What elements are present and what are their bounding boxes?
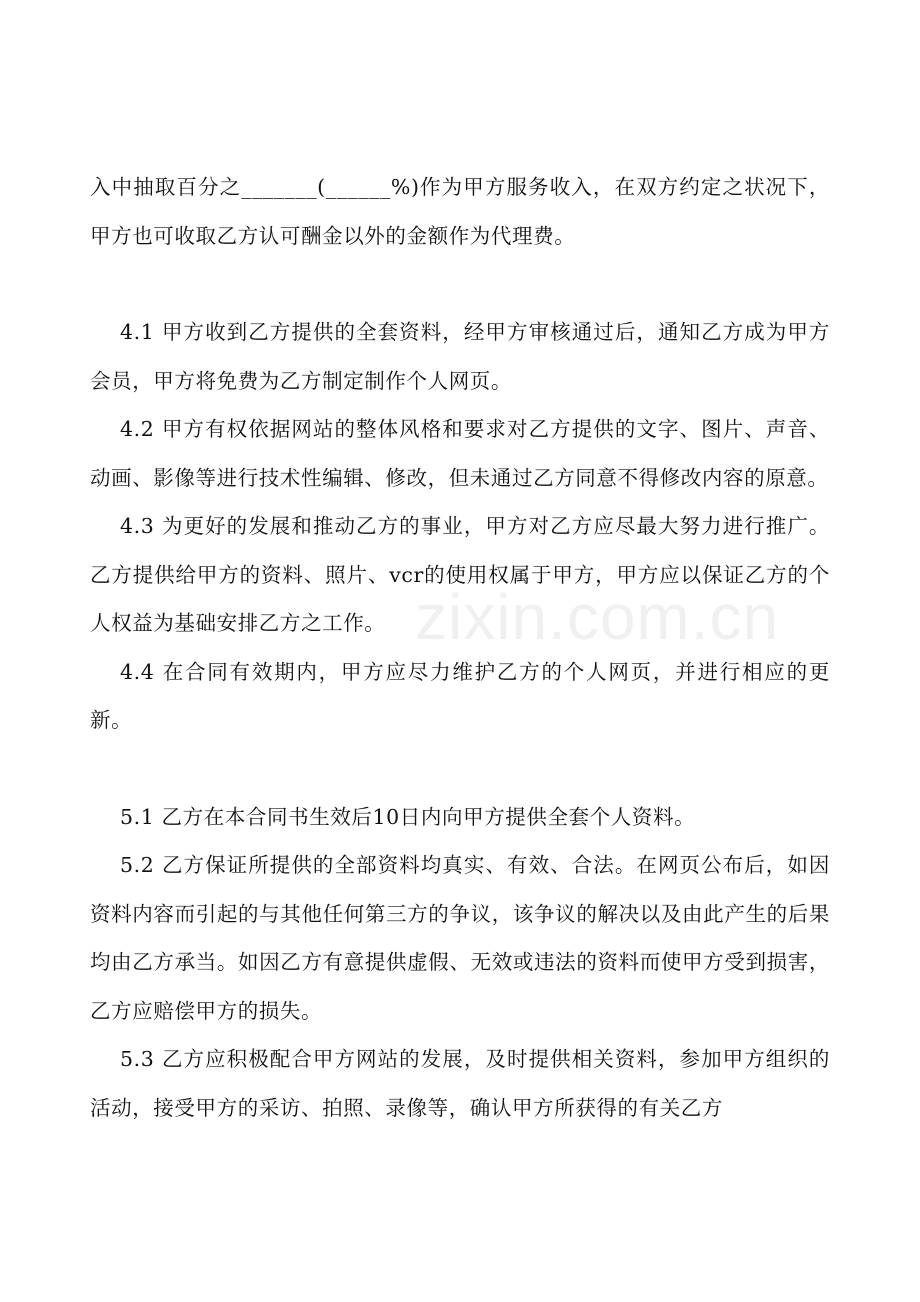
watermark: zixin.com.cn — [415, 581, 780, 653]
clause-4-3: 4.3 为更好的发展和推动乙方的事业，甲方对乙方应尽最大努力进行推广。乙方提供给甲方的资料、照片、vcr的使用权属于甲方，甲方应以保证乙方的个人权益为基础安排乙方之工作。 — [90, 514, 830, 635]
document-body — [90, 163, 830, 1132]
section-gap — [90, 260, 830, 308]
clause-5-1: 5.1 乙方在本合同书生效后10日内向甲方提供全套个人资料。 — [120, 804, 696, 829]
clause-5-2: 5.2 乙方保证所提供的全部资料均真实、有效、合法。在网页公布后，如因资料内容而引起的与其他任何第三方的争议，该争议的解决以及由此产生的后果均由乙方承当。如因乙方有意提供虚假、无效或违法的资料而使甲方受到损害，乙方应赔偿甲方的损失。 — [90, 853, 830, 1023]
clause-4-4: 4.4 在合同有效期内，甲方应尽力维护乙方的个人网页，并进行相应的更新。 — [90, 659, 830, 732]
clause-4-2: 4.2 甲方有权依据网站的整体风格和要求对乙方提供的文字、图片、声音、动画、影像等进行技术性编辑、修改，但未通过乙方同意不得修改内容的原意。 — [90, 417, 830, 490]
clause-4-1: 4.1 甲方收到乙方提供的全套资料，经甲方审核通过后，通知乙方成为甲方会员，甲方将免费为乙方制定制作个人网页。 — [90, 320, 830, 393]
clause-5-3: 5.3 乙方应积极配合甲方网站的发展，及时提供相关资料，参加甲方组织的活动，接受甲方的采访、拍照、录像等，确认甲方所获得的有关乙方 — [90, 1047, 830, 1120]
section-gap — [90, 745, 830, 793]
intro-paragraph: 入中抽取百分之_______(______%)作为甲方服务收入，在双方约定之状况下，甲方也可收取乙方认可酬金以外的金额作为代理费。 — [90, 175, 830, 248]
